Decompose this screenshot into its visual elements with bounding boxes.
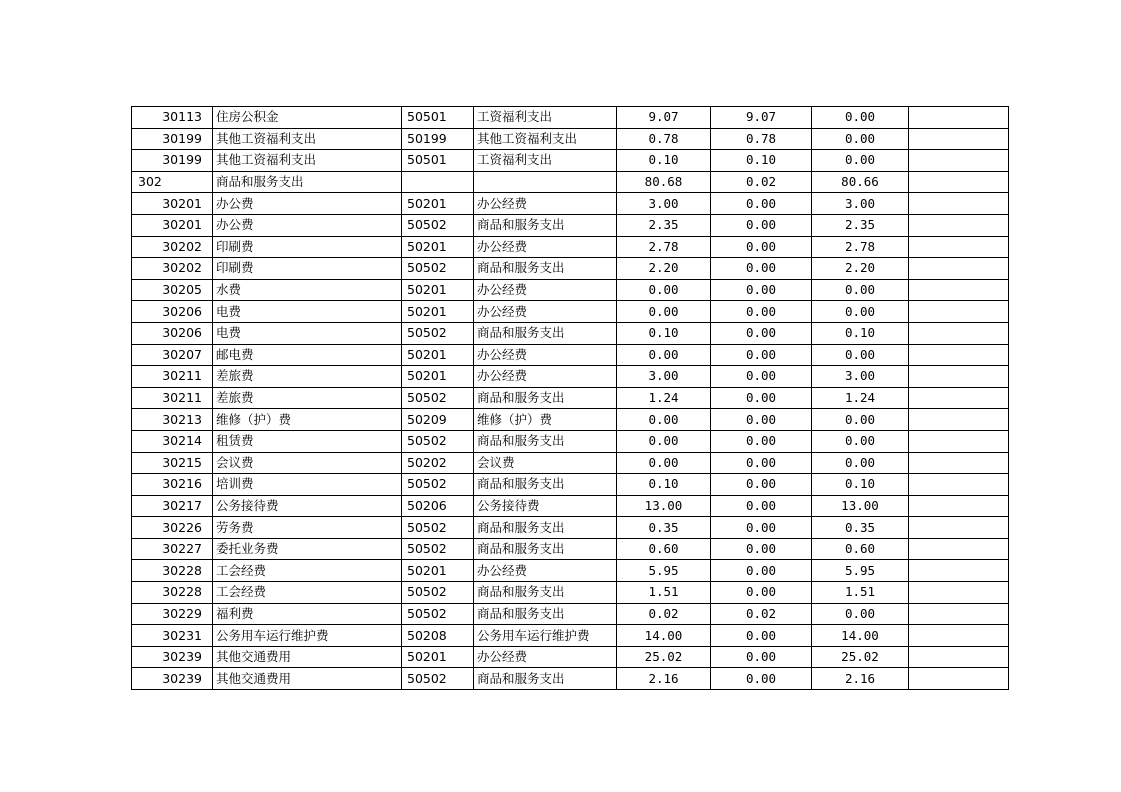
table-row [132,301,1009,323]
extra-amount-cell [909,258,1009,280]
extra-amount-cell [909,366,1009,388]
total-amount-cell: 3.00 [617,193,711,215]
table-row [132,236,1009,258]
func-name-cell: 水费 [213,279,402,301]
extra-amount-cell [909,150,1009,172]
func-code-cell: 30211 [132,366,213,388]
total-amount-cell: 3.00 [617,366,711,388]
total-amount-cell: 0.60 [617,538,711,560]
project-amount-cell: 0.00 [812,409,909,431]
econ-code-cell: 50209 [402,409,474,431]
total-amount-cell: 0.00 [617,279,711,301]
total-amount-cell: 0.35 [617,517,711,539]
budget-table [131,106,1009,690]
econ-code-cell: 50201 [402,344,474,366]
econ-code-cell: 50201 [402,560,474,582]
extra-amount-cell [909,646,1009,668]
func-name-cell: 电费 [213,322,402,344]
project-amount-cell: 0.00 [812,279,909,301]
basic-amount-cell: 0.00 [711,474,812,496]
extra-amount-cell [909,517,1009,539]
econ-name-cell: 商品和服务支出 [474,603,617,625]
project-amount-cell: 0.00 [812,128,909,150]
econ-code-cell: 50201 [402,301,474,323]
table-row [132,150,1009,172]
econ-name-cell: 工资福利支出 [474,107,617,129]
func-code-cell: 30229 [132,603,213,625]
total-amount-cell: 2.20 [617,258,711,280]
econ-code-cell [402,171,474,193]
table-row [132,258,1009,280]
basic-amount-cell: 0.00 [711,452,812,474]
func-name-cell: 印刷费 [213,236,402,258]
basic-amount-cell: 0.00 [711,193,812,215]
func-code-cell: 30205 [132,279,213,301]
econ-name-cell: 商品和服务支出 [474,430,617,452]
func-code-cell: 30213 [132,409,213,431]
total-amount-cell: 1.24 [617,387,711,409]
basic-amount-cell: 0.00 [711,322,812,344]
func-name-cell: 租赁费 [213,430,402,452]
func-code-cell: 30228 [132,582,213,604]
project-amount-cell: 1.24 [812,387,909,409]
project-amount-cell: 80.66 [812,171,909,193]
project-amount-cell: 13.00 [812,495,909,517]
total-amount-cell: 13.00 [617,495,711,517]
table-row [132,646,1009,668]
total-amount-cell: 0.02 [617,603,711,625]
project-amount-cell: 1.51 [812,582,909,604]
func-name-cell: 差旅费 [213,366,402,388]
basic-amount-cell: 0.00 [711,366,812,388]
total-amount-cell: 5.95 [617,560,711,582]
func-name-cell: 劳务费 [213,517,402,539]
table-row [132,387,1009,409]
table-row [132,279,1009,301]
func-name-cell: 福利费 [213,603,402,625]
func-code-cell: 30113 [132,107,213,129]
func-code-cell: 30206 [132,301,213,323]
basic-amount-cell: 0.00 [711,646,812,668]
econ-name-cell: 办公经费 [474,193,617,215]
project-amount-cell: 0.00 [812,452,909,474]
func-code-cell: 30215 [132,452,213,474]
econ-name-cell: 商品和服务支出 [474,474,617,496]
econ-code-cell: 50201 [402,236,474,258]
func-name-cell: 工会经费 [213,582,402,604]
total-amount-cell: 14.00 [617,625,711,647]
project-amount-cell: 3.00 [812,366,909,388]
func-code-cell: 30202 [132,258,213,280]
project-amount-cell: 3.00 [812,193,909,215]
func-code-cell: 30201 [132,193,213,215]
econ-code-cell: 50501 [402,107,474,129]
func-code-cell: 30199 [132,128,213,150]
econ-name-cell: 维修（护）费 [474,409,617,431]
total-amount-cell: 0.10 [617,474,711,496]
project-amount-cell: 0.35 [812,517,909,539]
project-amount-cell: 5.95 [812,560,909,582]
econ-code-cell: 50502 [402,214,474,236]
econ-code-cell: 50502 [402,668,474,690]
econ-name-cell: 商品和服务支出 [474,322,617,344]
extra-amount-cell [909,538,1009,560]
econ-name-cell: 商品和服务支出 [474,538,617,560]
extra-amount-cell [909,625,1009,647]
project-amount-cell: 25.02 [812,646,909,668]
basic-amount-cell: 0.00 [711,387,812,409]
econ-code-cell: 50502 [402,517,474,539]
basic-amount-cell: 0.02 [711,171,812,193]
econ-code-cell: 50501 [402,150,474,172]
basic-amount-cell: 0.00 [711,258,812,280]
extra-amount-cell [909,301,1009,323]
extra-amount-cell [909,474,1009,496]
extra-amount-cell [909,430,1009,452]
econ-name-cell: 商品和服务支出 [474,582,617,604]
basic-amount-cell: 0.00 [711,344,812,366]
econ-code-cell: 50201 [402,366,474,388]
func-code-cell: 302 [132,171,213,193]
func-name-cell: 办公费 [213,193,402,215]
extra-amount-cell [909,387,1009,409]
func-name-cell: 其他工资福利支出 [213,128,402,150]
func-name-cell: 公务接待费 [213,495,402,517]
project-amount-cell: 0.10 [812,474,909,496]
func-code-cell: 30228 [132,560,213,582]
project-amount-cell: 2.78 [812,236,909,258]
project-amount-cell: 2.20 [812,258,909,280]
basic-amount-cell: 0.00 [711,582,812,604]
func-name-cell: 其他交通费用 [213,668,402,690]
extra-amount-cell [909,668,1009,690]
func-code-cell: 30211 [132,387,213,409]
econ-name-cell: 会议费 [474,452,617,474]
func-name-cell: 印刷费 [213,258,402,280]
total-amount-cell: 1.51 [617,582,711,604]
basic-amount-cell: 0.02 [711,603,812,625]
econ-code-cell: 50502 [402,258,474,280]
econ-code-cell: 50201 [402,646,474,668]
basic-amount-cell: 0.00 [711,236,812,258]
total-amount-cell: 0.00 [617,409,711,431]
econ-code-cell: 50201 [402,279,474,301]
func-name-cell: 邮电费 [213,344,402,366]
table-row [132,538,1009,560]
func-code-cell: 30199 [132,150,213,172]
basic-amount-cell: 0.00 [711,560,812,582]
table-row [132,430,1009,452]
extra-amount-cell [909,603,1009,625]
total-amount-cell: 9.07 [617,107,711,129]
econ-name-cell: 工资福利支出 [474,150,617,172]
basic-amount-cell: 0.00 [711,495,812,517]
econ-name-cell: 办公经费 [474,366,617,388]
func-name-cell: 培训费 [213,474,402,496]
table-row [132,517,1009,539]
econ-name-cell: 公务接待费 [474,495,617,517]
econ-code-cell: 50201 [402,193,474,215]
func-code-cell: 30216 [132,474,213,496]
func-code-cell: 30226 [132,517,213,539]
extra-amount-cell [909,236,1009,258]
econ-name-cell: 商品和服务支出 [474,668,617,690]
table-row [132,474,1009,496]
func-name-cell: 其他交通费用 [213,646,402,668]
func-code-cell: 30206 [132,322,213,344]
func-code-cell: 30201 [132,214,213,236]
econ-code-cell: 50199 [402,128,474,150]
table-row [132,495,1009,517]
basic-amount-cell: 0.78 [711,128,812,150]
extra-amount-cell [909,171,1009,193]
project-amount-cell: 14.00 [812,625,909,647]
extra-amount-cell [909,193,1009,215]
econ-name-cell: 办公经费 [474,646,617,668]
func-name-cell: 工会经费 [213,560,402,582]
table-row [132,107,1009,129]
table-row [132,214,1009,236]
func-code-cell: 30202 [132,236,213,258]
econ-name-cell: 办公经费 [474,279,617,301]
project-amount-cell: 0.00 [812,603,909,625]
table-row [132,344,1009,366]
total-amount-cell: 2.16 [617,668,711,690]
basic-amount-cell: 0.00 [711,301,812,323]
extra-amount-cell [909,214,1009,236]
table-row [132,668,1009,690]
econ-name-cell: 商品和服务支出 [474,517,617,539]
extra-amount-cell [909,128,1009,150]
project-amount-cell: 0.00 [812,344,909,366]
total-amount-cell: 0.00 [617,344,711,366]
extra-amount-cell [909,344,1009,366]
project-amount-cell: 2.35 [812,214,909,236]
extra-amount-cell [909,409,1009,431]
basic-amount-cell: 0.00 [711,517,812,539]
basic-amount-cell: 0.00 [711,538,812,560]
basic-amount-cell: 0.00 [711,279,812,301]
total-amount-cell: 2.78 [617,236,711,258]
total-amount-cell: 0.00 [617,452,711,474]
table-row [132,171,1009,193]
econ-code-cell: 50502 [402,582,474,604]
econ-name-cell: 商品和服务支出 [474,258,617,280]
extra-amount-cell [909,107,1009,129]
project-amount-cell: 0.60 [812,538,909,560]
func-name-cell: 电费 [213,301,402,323]
table-row [132,582,1009,604]
econ-code-cell: 50502 [402,322,474,344]
func-name-cell: 住房公积金 [213,107,402,129]
basic-amount-cell: 0.00 [711,409,812,431]
basic-amount-cell: 0.00 [711,625,812,647]
basic-amount-cell: 9.07 [711,107,812,129]
extra-amount-cell [909,560,1009,582]
econ-name-cell: 办公经费 [474,301,617,323]
func-name-cell: 差旅费 [213,387,402,409]
func-code-cell: 30231 [132,625,213,647]
func-name-cell: 会议费 [213,452,402,474]
project-amount-cell: 0.00 [812,301,909,323]
econ-code-cell: 50208 [402,625,474,647]
extra-amount-cell [909,582,1009,604]
total-amount-cell: 25.02 [617,646,711,668]
func-code-cell: 30239 [132,668,213,690]
extra-amount-cell [909,495,1009,517]
econ-code-cell: 50206 [402,495,474,517]
func-name-cell: 公务用车运行维护费 [213,625,402,647]
basic-amount-cell: 0.00 [711,430,812,452]
econ-name-cell: 办公经费 [474,560,617,582]
econ-name-cell [474,171,617,193]
econ-name-cell: 商品和服务支出 [474,387,617,409]
func-name-cell: 维修（护）费 [213,409,402,431]
basic-amount-cell: 0.10 [711,150,812,172]
table-row [132,409,1009,431]
econ-name-cell: 办公经费 [474,344,617,366]
total-amount-cell: 0.00 [617,301,711,323]
table-row [132,193,1009,215]
econ-name-cell: 其他工资福利支出 [474,128,617,150]
func-code-cell: 30217 [132,495,213,517]
table-row [132,560,1009,582]
basic-amount-cell: 0.00 [711,214,812,236]
econ-name-cell: 办公经费 [474,236,617,258]
total-amount-cell: 0.00 [617,430,711,452]
econ-code-cell: 50202 [402,452,474,474]
table-row [132,625,1009,647]
project-amount-cell: 0.00 [812,107,909,129]
func-code-cell: 30239 [132,646,213,668]
table-row [132,366,1009,388]
project-amount-cell: 0.10 [812,322,909,344]
func-name-cell: 委托业务费 [213,538,402,560]
total-amount-cell: 2.35 [617,214,711,236]
econ-name-cell: 公务用车运行维护费 [474,625,617,647]
project-amount-cell: 0.00 [812,430,909,452]
project-amount-cell: 2.16 [812,668,909,690]
econ-code-cell: 50502 [402,474,474,496]
econ-code-cell: 50502 [402,603,474,625]
total-amount-cell: 80.68 [617,171,711,193]
table-row [132,603,1009,625]
econ-code-cell: 50502 [402,430,474,452]
econ-name-cell: 商品和服务支出 [474,214,617,236]
total-amount-cell: 0.10 [617,150,711,172]
func-name-cell: 商品和服务支出 [213,171,402,193]
func-code-cell: 30214 [132,430,213,452]
table-body [132,107,1009,690]
func-code-cell: 30207 [132,344,213,366]
project-amount-cell: 0.00 [812,150,909,172]
func-name-cell: 办公费 [213,214,402,236]
econ-code-cell: 50502 [402,387,474,409]
func-code-cell: 30227 [132,538,213,560]
extra-amount-cell [909,452,1009,474]
total-amount-cell: 0.10 [617,322,711,344]
table-row [132,452,1009,474]
extra-amount-cell [909,322,1009,344]
econ-code-cell: 50502 [402,538,474,560]
extra-amount-cell [909,279,1009,301]
total-amount-cell: 0.78 [617,128,711,150]
basic-amount-cell: 0.00 [711,668,812,690]
table-row [132,322,1009,344]
func-name-cell: 其他工资福利支出 [213,150,402,172]
table-row [132,128,1009,150]
